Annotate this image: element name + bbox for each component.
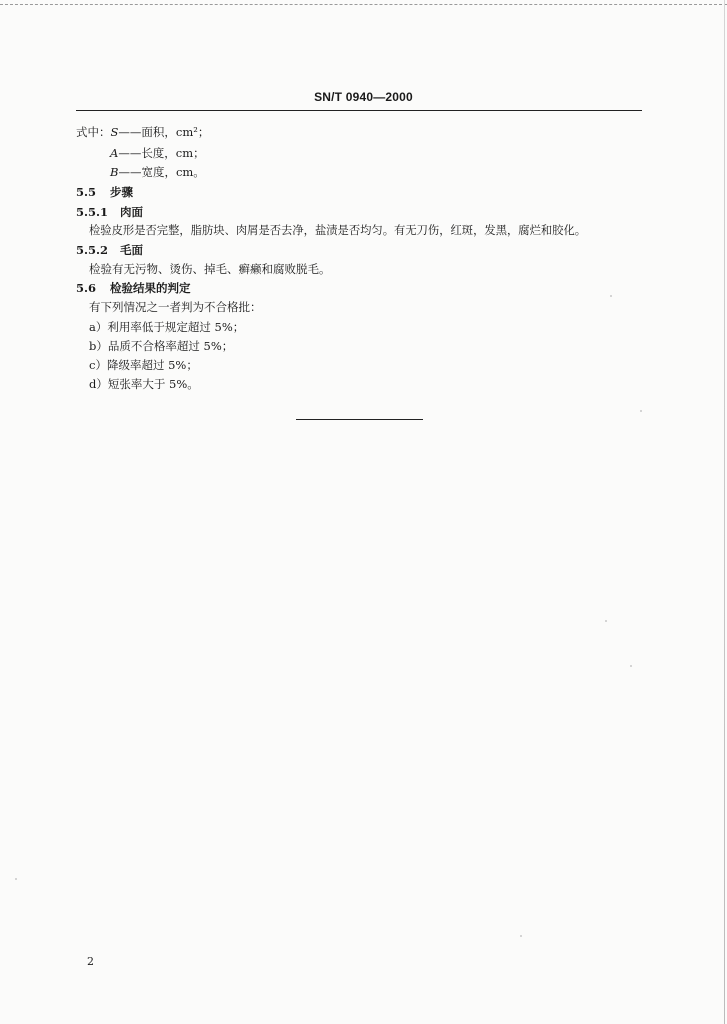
formula-legend-intro: 式中：	[76, 125, 111, 139]
scan-edge-top	[0, 4, 727, 5]
end-of-text-rule	[296, 419, 423, 420]
section-title: 检验结果的判定	[110, 281, 191, 295]
section-5-5-heading	[76, 185, 133, 199]
scan-speck	[520, 935, 522, 937]
variable-a-desc: ——长度，cm；	[118, 146, 205, 160]
scan-speck	[640, 410, 642, 412]
formula-legend-a	[110, 146, 205, 160]
criterion-item: c）降级率超过 5%；	[89, 358, 198, 372]
section-number: 5.5.2	[76, 243, 109, 257]
section-title: 毛面	[120, 243, 144, 257]
section-5-6-intro: 有下列情况之一者判为不合格批：	[89, 300, 262, 314]
formula-legend-b	[110, 165, 205, 179]
criterion-item: d）短张率大于 5%。	[89, 377, 199, 391]
variable-b: B	[110, 165, 119, 179]
variable-b-desc: ——宽度，cm。	[118, 165, 205, 179]
scan-speck	[605, 620, 607, 622]
section-5-6-heading	[76, 281, 191, 295]
scan-speck	[15, 878, 17, 880]
section-5-5-2-text: 检验有无污物、烫伤、掉毛、癣癞和腐败脱毛。	[89, 262, 331, 276]
scan-speck	[610, 295, 612, 297]
variable-s: S	[110, 125, 119, 139]
section-number: 5.5	[76, 185, 97, 199]
scan-speck	[630, 665, 632, 667]
formula-legend-s	[76, 125, 209, 139]
page-number: 2	[87, 955, 94, 968]
section-5-5-1-heading	[76, 205, 143, 219]
header-rule	[76, 110, 642, 111]
section-5-5-2-heading	[76, 243, 143, 257]
criterion-item: b）品质不合格率超过 5%；	[89, 339, 234, 353]
section-number: 5.6	[76, 281, 97, 295]
section-title: 肉面	[120, 205, 144, 219]
variable-s-desc: ——面积，cm²；	[118, 125, 210, 139]
section-5-5-1-text: 检验皮形是否完整，脂肪块、肉屑是否去净，盐渍是否均匀。有无刀伤，红斑，发黑，腐烂和胶化。	[89, 224, 587, 237]
standard-code-header: SN/T 0940—2000	[314, 90, 413, 104]
criterion-item: a）利用率低于规定超过 5%；	[89, 320, 245, 334]
section-number: 5.5.1	[76, 205, 109, 219]
scan-edge-right	[724, 0, 725, 1024]
section-title: 步骤	[110, 185, 134, 199]
variable-a: A	[110, 146, 119, 160]
